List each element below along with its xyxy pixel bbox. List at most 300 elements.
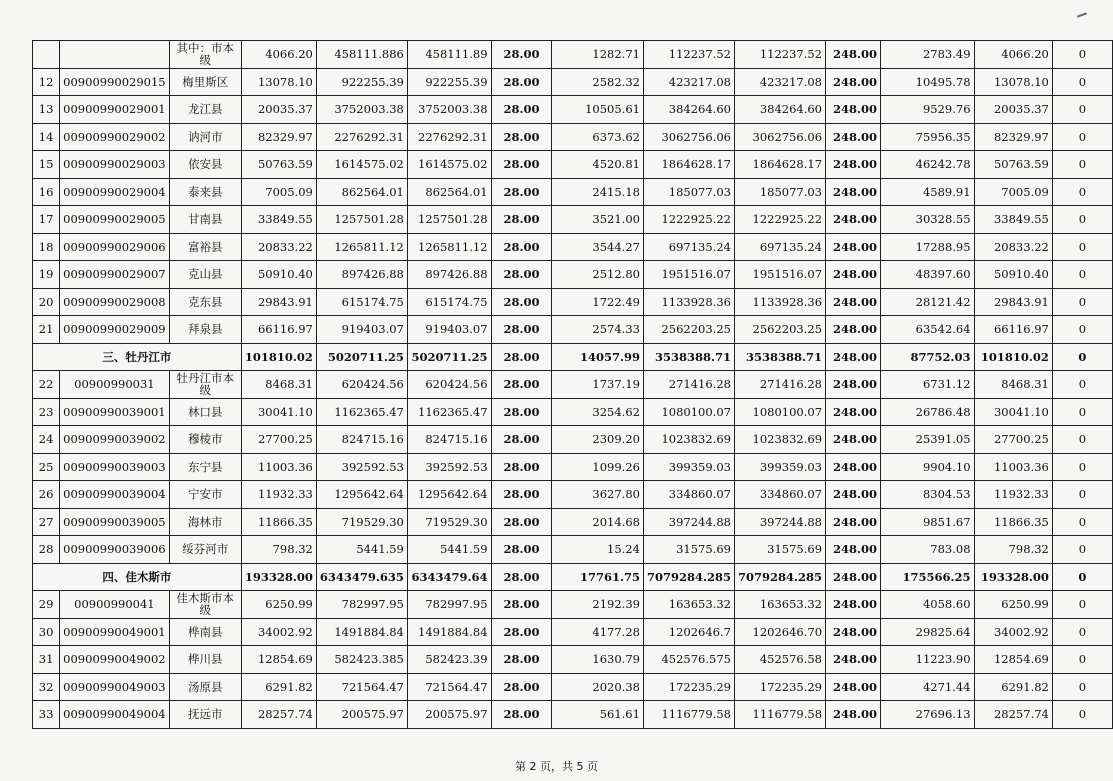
cell-rate-b: 248.00 (826, 343, 881, 371)
cell-rate-b: 248.00 (826, 701, 881, 729)
cell-amount-b: 185077.03 (643, 178, 734, 206)
cell-index: 28 (33, 536, 60, 564)
cell-final-amount: 8468.31 (974, 371, 1052, 399)
cell-index: 18 (33, 233, 60, 261)
cell-base-amount-rounded: 782997.95 (407, 591, 491, 619)
cell-final-amount: 13078.10 (974, 68, 1052, 96)
cell-region-name: 抚远市 (169, 701, 241, 729)
cell-base-amount-rounded: 5020711.25 (407, 343, 491, 371)
cell-amount-b-rounded: 334860.07 (734, 481, 825, 509)
table-row (33, 316, 1113, 344)
cell-code: 00900990039005 (60, 508, 169, 536)
cell-base-amount: 200575.97 (316, 701, 407, 729)
cell-total-amount: 29843.91 (241, 288, 316, 316)
cell-adjustment: 0 (1052, 178, 1112, 206)
cell-adjustment: 0 (1052, 343, 1112, 371)
cell-base-amount: 719529.30 (316, 508, 407, 536)
cell-rate-a: 28.00 (491, 701, 552, 729)
cell-rate-a: 28.00 (491, 178, 552, 206)
cell-adjustment: 0 (1052, 41, 1112, 69)
table-row (33, 261, 1113, 289)
cell-code: 00900990029004 (60, 178, 169, 206)
cell-index: 25 (33, 453, 60, 481)
cell-rate-a: 28.00 (491, 481, 552, 509)
cell-rate-a: 28.00 (491, 453, 552, 481)
cell-amount-b: 3538388.71 (643, 343, 734, 371)
cell-base-amount: 862564.01 (316, 178, 407, 206)
cell-quota-b: 11223.90 (880, 646, 974, 674)
cell-amount-b-rounded: 2562203.25 (734, 316, 825, 344)
cell-amount-b: 452576.575 (643, 646, 734, 674)
cell-quota-a: 3521.00 (552, 206, 644, 234)
cell-total-amount: 20833.22 (241, 233, 316, 261)
cell-quota-b: 4589.91 (880, 178, 974, 206)
cell-base-amount: 6343479.635 (316, 563, 407, 591)
cell-base-amount: 1491884.84 (316, 618, 407, 646)
cell-quota-b: 63542.64 (880, 316, 974, 344)
cell-base-amount: 392592.53 (316, 453, 407, 481)
cell-quota-a: 10505.61 (552, 96, 644, 124)
cell-index: 29 (33, 591, 60, 619)
cell-final-amount: 34002.92 (974, 618, 1052, 646)
cell-code: 00900990049002 (60, 646, 169, 674)
cell-rate-b: 248.00 (826, 398, 881, 426)
cell-base-amount: 721564.47 (316, 673, 407, 701)
cell-code: 00900990029007 (60, 261, 169, 289)
table-row (33, 178, 1113, 206)
cell-adjustment: 0 (1052, 316, 1112, 344)
cell-base-amount-rounded: 1162365.47 (407, 398, 491, 426)
cell-final-amount: 11866.35 (974, 508, 1052, 536)
cell-amount-b-rounded: 163653.32 (734, 591, 825, 619)
cell-total-amount: 50910.40 (241, 261, 316, 289)
cell-code: 00900990039002 (60, 426, 169, 454)
cell-rate-a: 28.00 (491, 288, 552, 316)
cell-amount-b: 271416.28 (643, 371, 734, 399)
cell-rate-a: 28.00 (491, 123, 552, 151)
cell-total-amount: 82329.97 (241, 123, 316, 151)
cell-code: 00900990039006 (60, 536, 169, 564)
cell-final-amount: 50910.40 (974, 261, 1052, 289)
cell-base-amount-rounded: 392592.53 (407, 453, 491, 481)
cell-amount-b: 3062756.06 (643, 123, 734, 151)
cell-amount-b: 163653.32 (643, 591, 734, 619)
cell-base-amount: 2276292.31 (316, 123, 407, 151)
cell-amount-b: 1080100.07 (643, 398, 734, 426)
cell-quota-b: 28121.42 (880, 288, 974, 316)
cell-base-amount-rounded: 615174.75 (407, 288, 491, 316)
cell-region-name: 海林市 (169, 508, 241, 536)
cell-rate-a: 28.00 (491, 96, 552, 124)
cell-amount-b-rounded: 1116779.58 (734, 701, 825, 729)
cell-base-amount: 919403.07 (316, 316, 407, 344)
cell-index: 26 (33, 481, 60, 509)
cell-base-amount: 1295642.64 (316, 481, 407, 509)
cell-base-amount-rounded: 719529.30 (407, 508, 491, 536)
cell-amount-b-rounded: 1951516.07 (734, 261, 825, 289)
cell-rate-b: 248.00 (826, 316, 881, 344)
cell-amount-b-rounded: 112237.52 (734, 41, 825, 69)
cell-quota-b: 25391.05 (880, 426, 974, 454)
cell-quota-b: 87752.03 (880, 343, 974, 371)
cell-adjustment: 0 (1052, 96, 1112, 124)
scan-artifact-mark (1077, 12, 1087, 17)
cell-index: 19 (33, 261, 60, 289)
table-row (33, 41, 1113, 69)
cell-index: 31 (33, 646, 60, 674)
table-row (33, 536, 1113, 564)
cell-final-amount: 28257.74 (974, 701, 1052, 729)
cell-rate-b: 248.00 (826, 68, 881, 96)
cell-quota-a: 2014.68 (552, 508, 644, 536)
cell-region-name: 牡丹江市本级 (169, 371, 241, 399)
cell-amount-b: 1864628.17 (643, 151, 734, 179)
cell-index: 24 (33, 426, 60, 454)
cell-amount-b: 1133928.36 (643, 288, 734, 316)
cell-amount-b: 697135.24 (643, 233, 734, 261)
cell-adjustment: 0 (1052, 426, 1112, 454)
cell-total-amount: 4066.20 (241, 41, 316, 69)
cell-quota-a: 2415.18 (552, 178, 644, 206)
cell-quota-a: 4520.81 (552, 151, 644, 179)
subtotal-row (33, 563, 1113, 591)
cell-code: 00900990049001 (60, 618, 169, 646)
cell-final-amount: 82329.97 (974, 123, 1052, 151)
cell-rate-b: 248.00 (826, 233, 881, 261)
cell-rate-b: 248.00 (826, 646, 881, 674)
cell-region-name: 汤原县 (169, 673, 241, 701)
cell-total-amount: 11003.36 (241, 453, 316, 481)
cell-amount-b-rounded: 172235.29 (734, 673, 825, 701)
cell-quota-b: 29825.64 (880, 618, 974, 646)
cell-rate-a: 28.00 (491, 646, 552, 674)
cell-amount-b-rounded: 397244.88 (734, 508, 825, 536)
cell-code: 00900990039003 (60, 453, 169, 481)
cell-quota-a: 3254.62 (552, 398, 644, 426)
cell-region-name: 依安县 (169, 151, 241, 179)
cell-rate-a: 28.00 (491, 618, 552, 646)
cell-region-name: 富裕县 (169, 233, 241, 261)
cell-amount-b-rounded: 452576.58 (734, 646, 825, 674)
cell-rate-a: 28.00 (491, 673, 552, 701)
cell-base-amount-rounded: 1257501.28 (407, 206, 491, 234)
cell-total-amount: 6250.99 (241, 591, 316, 619)
cell-adjustment: 0 (1052, 618, 1112, 646)
cell-base-amount: 782997.95 (316, 591, 407, 619)
cell-code: 00900990029015 (60, 68, 169, 96)
cell-code: 00900990049003 (60, 673, 169, 701)
cell-total-amount: 33849.55 (241, 206, 316, 234)
cell-total-amount: 27700.25 (241, 426, 316, 454)
cell-quota-a: 2309.20 (552, 426, 644, 454)
cell-code: 00900990031 (60, 371, 169, 399)
cell-rate-b: 248.00 (826, 96, 881, 124)
cell-region-name: 林口县 (169, 398, 241, 426)
cell-total-amount: 30041.10 (241, 398, 316, 426)
cell-index: 15 (33, 151, 60, 179)
cell-region-name: 甘南县 (169, 206, 241, 234)
cell-rate-a: 28.00 (491, 426, 552, 454)
cell-quota-a: 1630.79 (552, 646, 644, 674)
cell-total-amount: 6291.82 (241, 673, 316, 701)
cell-rate-a: 28.00 (491, 41, 552, 69)
cell-total-amount: 66116.97 (241, 316, 316, 344)
cell-rate-a: 28.00 (491, 261, 552, 289)
cell-quota-b: 4058.60 (880, 591, 974, 619)
cell-amount-b: 397244.88 (643, 508, 734, 536)
cell-region-name: 克东县 (169, 288, 241, 316)
cell-amount-b-rounded: 31575.69 (734, 536, 825, 564)
cell-adjustment: 0 (1052, 123, 1112, 151)
cell-amount-b-rounded: 185077.03 (734, 178, 825, 206)
cell-amount-b-rounded: 423217.08 (734, 68, 825, 96)
cell-rate-b: 248.00 (826, 178, 881, 206)
cell-base-amount: 1162365.47 (316, 398, 407, 426)
table-row (33, 673, 1113, 701)
cell-amount-b-rounded: 7079284.285 (734, 563, 825, 591)
table-row (33, 288, 1113, 316)
cell-base-amount-rounded: 620424.56 (407, 371, 491, 399)
cell-quota-b: 783.08 (880, 536, 974, 564)
cell-rate-a: 28.00 (491, 316, 552, 344)
cell-base-amount: 620424.56 (316, 371, 407, 399)
cell-amount-b: 423217.08 (643, 68, 734, 96)
cell-total-amount: 28257.74 (241, 701, 316, 729)
cell-rate-b: 248.00 (826, 481, 881, 509)
cell-base-amount: 458111.886 (316, 41, 407, 69)
cell-base-amount: 5020711.25 (316, 343, 407, 371)
cell-rate-a: 28.00 (491, 343, 552, 371)
cell-final-amount: 193328.00 (974, 563, 1052, 591)
cell-adjustment: 0 (1052, 398, 1112, 426)
cell-adjustment: 0 (1052, 453, 1112, 481)
cell-base-amount: 615174.75 (316, 288, 407, 316)
cell-rate-a: 28.00 (491, 591, 552, 619)
cell-base-amount-rounded: 3752003.38 (407, 96, 491, 124)
cell-final-amount: 11003.36 (974, 453, 1052, 481)
cell-index: 13 (33, 96, 60, 124)
table-row (33, 398, 1113, 426)
table-row (33, 151, 1113, 179)
cell-final-amount: 29843.91 (974, 288, 1052, 316)
cell-code: 00900990049004 (60, 701, 169, 729)
cell-quota-b: 175566.25 (880, 563, 974, 591)
cell-index: 16 (33, 178, 60, 206)
cell-base-amount-rounded: 824715.16 (407, 426, 491, 454)
cell-index: 12 (33, 68, 60, 96)
cell-index: 17 (33, 206, 60, 234)
cell-index: 27 (33, 508, 60, 536)
cell-amount-b: 1116779.58 (643, 701, 734, 729)
allocation-table (32, 40, 1113, 729)
cell-final-amount: 30041.10 (974, 398, 1052, 426)
cell-total-amount: 8468.31 (241, 371, 316, 399)
cell-total-amount: 193328.00 (241, 563, 316, 591)
cell-quota-a: 4177.28 (552, 618, 644, 646)
cell-amount-b-rounded: 3538388.71 (734, 343, 825, 371)
cell-index: 21 (33, 316, 60, 344)
table-row (33, 68, 1113, 96)
cell-rate-b: 248.00 (826, 618, 881, 646)
cell-region-name: 梅里斯区 (169, 68, 241, 96)
cell-quota-a: 3627.80 (552, 481, 644, 509)
table-row (33, 646, 1113, 674)
cell-amount-b: 334860.07 (643, 481, 734, 509)
cell-final-amount: 6291.82 (974, 673, 1052, 701)
cell-rate-b: 248.00 (826, 673, 881, 701)
table-row (33, 701, 1113, 729)
cell-rate-b: 248.00 (826, 426, 881, 454)
cell-base-amount-rounded: 721564.47 (407, 673, 491, 701)
cell-quota-a: 2574.33 (552, 316, 644, 344)
table-row (33, 371, 1113, 399)
cell-adjustment: 0 (1052, 233, 1112, 261)
cell-adjustment: 0 (1052, 563, 1112, 591)
cell-base-amount-rounded: 1491884.84 (407, 618, 491, 646)
cell-rate-a: 28.00 (491, 151, 552, 179)
cell-final-amount: 66116.97 (974, 316, 1052, 344)
cell-final-amount: 50763.59 (974, 151, 1052, 179)
cell-base-amount: 5441.59 (316, 536, 407, 564)
cell-quota-a: 3544.27 (552, 233, 644, 261)
cell-amount-b: 384264.60 (643, 96, 734, 124)
cell-code: 00900990041 (60, 591, 169, 619)
cell-quota-b: 75956.35 (880, 123, 974, 151)
cell-region-name: 桦南县 (169, 618, 241, 646)
cell-base-amount: 1265811.12 (316, 233, 407, 261)
cell-adjustment: 0 (1052, 591, 1112, 619)
cell-region-subtotal: 三、牡丹江市 (33, 343, 242, 371)
table-row (33, 96, 1113, 124)
cell-code (60, 41, 169, 69)
cell-amount-b-rounded: 1023832.69 (734, 426, 825, 454)
cell-base-amount-rounded: 1265811.12 (407, 233, 491, 261)
cell-base-amount-rounded: 582423.39 (407, 646, 491, 674)
cell-quota-b: 26786.48 (880, 398, 974, 426)
table-row (33, 591, 1113, 619)
cell-code: 00900990029003 (60, 151, 169, 179)
cell-final-amount: 798.32 (974, 536, 1052, 564)
cell-amount-b-rounded: 1202646.70 (734, 618, 825, 646)
cell-amount-b-rounded: 384264.60 (734, 96, 825, 124)
cell-region-name: 佳木斯市本级 (169, 591, 241, 619)
cell-region-name: 宁安市 (169, 481, 241, 509)
cell-region-name: 东宁县 (169, 453, 241, 481)
cell-base-amount: 897426.88 (316, 261, 407, 289)
cell-base-amount: 3752003.38 (316, 96, 407, 124)
cell-quota-b: 48397.60 (880, 261, 974, 289)
cell-total-amount: 11866.35 (241, 508, 316, 536)
cell-code: 00900990029009 (60, 316, 169, 344)
cell-region-name: 桦川县 (169, 646, 241, 674)
cell-code: 00900990039001 (60, 398, 169, 426)
cell-amount-b-rounded: 271416.28 (734, 371, 825, 399)
cell-quota-a: 14057.99 (552, 343, 644, 371)
cell-quota-b: 8304.53 (880, 481, 974, 509)
cell-amount-b: 1951516.07 (643, 261, 734, 289)
cell-total-amount: 20035.37 (241, 96, 316, 124)
cell-code: 00900990029008 (60, 288, 169, 316)
table-row (33, 453, 1113, 481)
cell-quota-b: 9904.10 (880, 453, 974, 481)
cell-rate-b: 248.00 (826, 563, 881, 591)
cell-rate-a: 28.00 (491, 563, 552, 591)
cell-amount-b-rounded: 399359.03 (734, 453, 825, 481)
cell-quota-b: 46242.78 (880, 151, 974, 179)
cell-amount-b: 1222925.22 (643, 206, 734, 234)
cell-code: 00900990029005 (60, 206, 169, 234)
table-row (33, 481, 1113, 509)
cell-amount-b-rounded: 1222925.22 (734, 206, 825, 234)
cell-base-amount-rounded: 1614575.02 (407, 151, 491, 179)
cell-base-amount-rounded: 897426.88 (407, 261, 491, 289)
cell-amount-b-rounded: 697135.24 (734, 233, 825, 261)
cell-rate-a: 28.00 (491, 206, 552, 234)
cell-base-amount-rounded: 6343479.64 (407, 563, 491, 591)
cell-quota-b: 9529.76 (880, 96, 974, 124)
cell-adjustment: 0 (1052, 288, 1112, 316)
cell-region-name: 克山县 (169, 261, 241, 289)
cell-code: 00900990029006 (60, 233, 169, 261)
cell-quota-b: 30328.55 (880, 206, 974, 234)
cell-region-subtotal: 四、佳木斯市 (33, 563, 242, 591)
cell-amount-b: 399359.03 (643, 453, 734, 481)
cell-base-amount-rounded: 862564.01 (407, 178, 491, 206)
cell-quota-a: 2192.39 (552, 591, 644, 619)
cell-rate-b: 248.00 (826, 151, 881, 179)
cell-rate-b: 248.00 (826, 41, 881, 69)
table-row (33, 618, 1113, 646)
cell-rate-b: 248.00 (826, 371, 881, 399)
cell-final-amount: 6250.99 (974, 591, 1052, 619)
cell-amount-b-rounded: 1864628.17 (734, 151, 825, 179)
cell-base-amount-rounded: 5441.59 (407, 536, 491, 564)
cell-adjustment: 0 (1052, 371, 1112, 399)
cell-amount-b-rounded: 3062756.06 (734, 123, 825, 151)
cell-quota-b: 27696.13 (880, 701, 974, 729)
cell-quota-a: 561.61 (552, 701, 644, 729)
cell-final-amount: 33849.55 (974, 206, 1052, 234)
cell-quota-b: 6731.12 (880, 371, 974, 399)
cell-index: 14 (33, 123, 60, 151)
cell-quota-b: 10495.78 (880, 68, 974, 96)
cell-final-amount: 27700.25 (974, 426, 1052, 454)
cell-total-amount: 50763.59 (241, 151, 316, 179)
cell-adjustment: 0 (1052, 536, 1112, 564)
cell-quota-a: 1282.71 (552, 41, 644, 69)
cell-total-amount: 11932.33 (241, 481, 316, 509)
cell-quota-a: 2020.38 (552, 673, 644, 701)
cell-index: 22 (33, 371, 60, 399)
cell-final-amount: 12854.69 (974, 646, 1052, 674)
cell-base-amount-rounded: 2276292.31 (407, 123, 491, 151)
cell-rate-b: 248.00 (826, 508, 881, 536)
cell-total-amount: 12854.69 (241, 646, 316, 674)
cell-adjustment: 0 (1052, 206, 1112, 234)
cell-rate-b: 248.00 (826, 123, 881, 151)
cell-rate-a: 28.00 (491, 371, 552, 399)
cell-region-name: 泰来县 (169, 178, 241, 206)
cell-index: 33 (33, 701, 60, 729)
cell-base-amount: 1614575.02 (316, 151, 407, 179)
cell-quota-b: 2783.49 (880, 41, 974, 69)
cell-amount-b: 172235.29 (643, 673, 734, 701)
cell-total-amount: 13078.10 (241, 68, 316, 96)
cell-quota-a: 1099.26 (552, 453, 644, 481)
cell-base-amount: 824715.16 (316, 426, 407, 454)
cell-code: 00900990029002 (60, 123, 169, 151)
cell-total-amount: 101810.02 (241, 343, 316, 371)
